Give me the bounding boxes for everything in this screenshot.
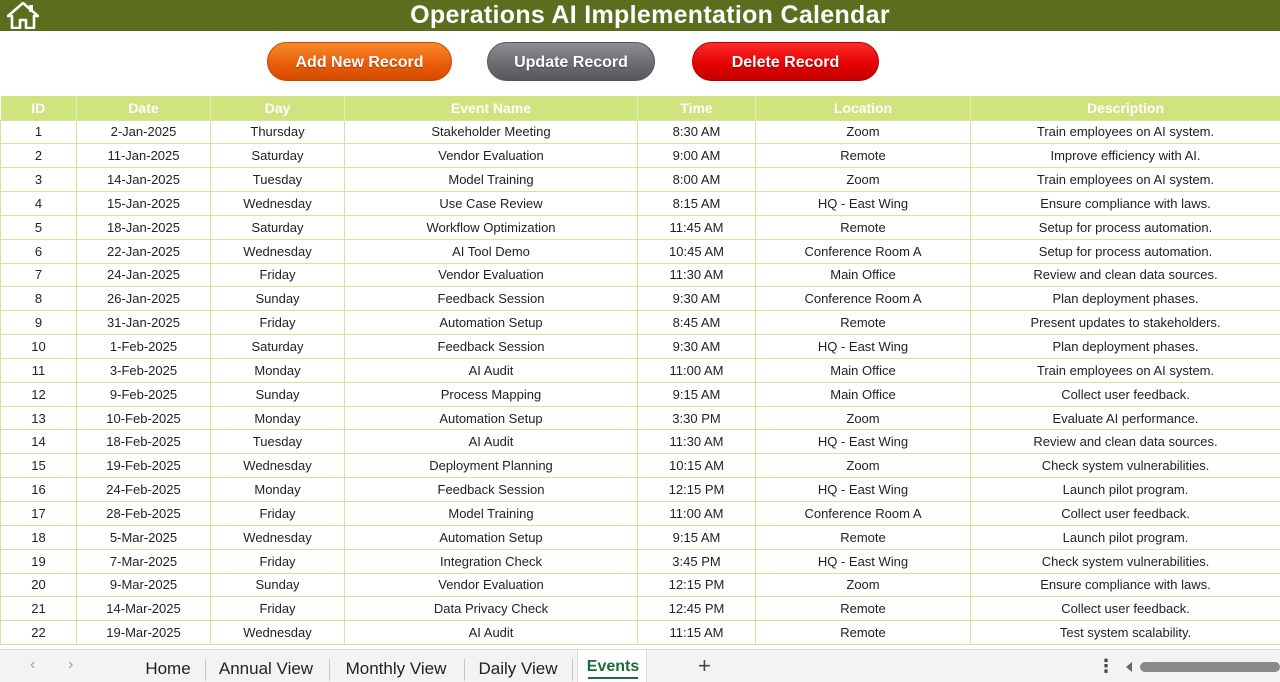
cell-description[interactable]: Collect user feedback. bbox=[971, 502, 1280, 526]
cell-day[interactable]: Monday bbox=[211, 358, 345, 382]
add-new-record-button[interactable]: Add New Record bbox=[267, 42, 452, 81]
cell-description[interactable]: Ensure compliance with laws. bbox=[971, 573, 1280, 597]
add-sheet-icon[interactable]: + bbox=[698, 653, 711, 678]
table-row[interactable] bbox=[1, 335, 1280, 359]
cell-time[interactable]: 11:15 AM bbox=[638, 621, 756, 645]
cell-event-name[interactable]: Automation Setup bbox=[345, 311, 638, 335]
column-header-description[interactable]: Description bbox=[971, 96, 1280, 120]
cell-event-name[interactable]: Integration Check bbox=[345, 549, 638, 573]
cell-id[interactable]: 12 bbox=[1, 382, 77, 406]
cell-date[interactable]: 2-Jan-2025 bbox=[77, 120, 211, 144]
cell-day[interactable]: Friday bbox=[211, 263, 345, 287]
events-table bbox=[0, 96, 1280, 645]
cell-location[interactable]: Main Office bbox=[756, 263, 971, 287]
cell-day[interactable]: Wednesday bbox=[211, 192, 345, 216]
cell-day[interactable]: Sunday bbox=[211, 382, 345, 406]
cell-description[interactable]: Improve efficiency with AI. bbox=[971, 144, 1280, 168]
cell-event-name[interactable]: Automation Setup bbox=[345, 406, 638, 430]
cell-description[interactable]: Ensure compliance with laws. bbox=[971, 192, 1280, 216]
cell-description[interactable]: Train employees on AI system. bbox=[971, 358, 1280, 382]
cell-id[interactable]: 6 bbox=[1, 239, 77, 263]
cell-date[interactable]: 9-Feb-2025 bbox=[77, 382, 211, 406]
cell-location[interactable]: HQ - East Wing bbox=[756, 192, 971, 216]
cell-event-name[interactable]: Vendor Evaluation bbox=[345, 573, 638, 597]
table-row[interactable] bbox=[1, 382, 1280, 406]
cell-location[interactable]: Remote bbox=[756, 144, 971, 168]
prev-sheet-icon[interactable]: ‹ bbox=[30, 656, 36, 673]
cell-time[interactable]: 11:45 AM bbox=[638, 215, 756, 239]
table-row[interactable] bbox=[1, 597, 1280, 621]
cell-location[interactable]: Remote bbox=[756, 311, 971, 335]
cell-location[interactable]: Remote bbox=[756, 215, 971, 239]
table-row[interactable] bbox=[1, 263, 1280, 287]
cell-time[interactable]: 10:15 AM bbox=[638, 454, 756, 478]
cell-description[interactable]: Evaluate AI performance. bbox=[971, 406, 1280, 430]
cell-time[interactable]: 8:45 AM bbox=[638, 311, 756, 335]
cell-event-name[interactable]: Feedback Session bbox=[345, 478, 638, 502]
table-row[interactable] bbox=[1, 502, 1280, 526]
cell-date[interactable]: 26-Jan-2025 bbox=[77, 287, 211, 311]
tab-monthly-view[interactable]: Monthly View bbox=[345, 659, 447, 678]
cell-description[interactable]: Launch pilot program. bbox=[971, 525, 1280, 549]
tab-divider bbox=[205, 659, 206, 681]
cell-day[interactable]: Tuesday bbox=[211, 430, 345, 454]
tab-events[interactable] bbox=[577, 650, 647, 682]
cell-date[interactable]: 11-Jan-2025 bbox=[77, 144, 211, 168]
cell-date[interactable]: 3-Feb-2025 bbox=[77, 358, 211, 382]
cell-id[interactable]: 4 bbox=[1, 192, 77, 216]
cell-time[interactable]: 11:00 AM bbox=[638, 358, 756, 382]
cell-time[interactable]: 9:30 AM bbox=[638, 287, 756, 311]
cell-location[interactable]: Zoom bbox=[756, 168, 971, 192]
cell-date[interactable]: 1-Feb-2025 bbox=[77, 335, 211, 359]
cell-day[interactable]: Tuesday bbox=[211, 168, 345, 192]
table-row[interactable] bbox=[1, 311, 1280, 335]
cell-time[interactable]: 9:15 AM bbox=[638, 382, 756, 406]
cell-event-name[interactable]: Use Case Review bbox=[345, 192, 638, 216]
cell-event-name[interactable]: Deployment Planning bbox=[345, 454, 638, 478]
horizontal-scrollbar[interactable] bbox=[1140, 662, 1280, 672]
table-row[interactable] bbox=[1, 478, 1280, 502]
tab-annual-view[interactable]: Annual View bbox=[218, 659, 314, 678]
column-header-time[interactable]: Time bbox=[638, 96, 756, 120]
cell-day[interactable]: Friday bbox=[211, 549, 345, 573]
cell-time[interactable]: 11:00 AM bbox=[638, 502, 756, 526]
cell-day[interactable]: Monday bbox=[211, 478, 345, 502]
cell-description[interactable]: Train employees on AI system. bbox=[971, 120, 1280, 144]
table-row[interactable] bbox=[1, 358, 1280, 382]
cell-event-name[interactable]: Model Training bbox=[345, 168, 638, 192]
cell-day[interactable]: Friday bbox=[211, 597, 345, 621]
cell-description[interactable]: Setup for process automation. bbox=[971, 239, 1280, 263]
column-header-event-name[interactable]: Event Name bbox=[345, 96, 638, 120]
tab-daily-view[interactable]: Daily View bbox=[478, 659, 558, 678]
cell-time[interactable]: 12:45 PM bbox=[638, 597, 756, 621]
cell-id[interactable]: 9 bbox=[1, 311, 77, 335]
cell-id[interactable]: 21 bbox=[1, 597, 77, 621]
tab-divider bbox=[464, 659, 465, 681]
cell-time[interactable]: 8:30 AM bbox=[638, 120, 756, 144]
cell-time[interactable]: 8:15 AM bbox=[638, 192, 756, 216]
cell-description[interactable]: Train employees on AI system. bbox=[971, 168, 1280, 192]
cell-location[interactable]: Conference Room A bbox=[756, 502, 971, 526]
cell-description[interactable]: Plan deployment phases. bbox=[971, 335, 1280, 359]
cell-day[interactable]: Friday bbox=[211, 311, 345, 335]
cell-description[interactable]: Launch pilot program. bbox=[971, 478, 1280, 502]
cell-date[interactable]: 15-Jan-2025 bbox=[77, 192, 211, 216]
table-row[interactable] bbox=[1, 192, 1280, 216]
cell-date[interactable]: 14-Mar-2025 bbox=[77, 597, 211, 621]
cell-event-name[interactable]: Stakeholder Meeting bbox=[345, 120, 638, 144]
cell-time[interactable]: 3:45 PM bbox=[638, 549, 756, 573]
table-row[interactable] bbox=[1, 454, 1280, 478]
more-options-icon[interactable]: ⋮ bbox=[1097, 656, 1115, 676]
cell-location[interactable]: Main Office bbox=[756, 382, 971, 406]
cell-id[interactable]: 8 bbox=[1, 287, 77, 311]
cell-date[interactable]: 14-Jan-2025 bbox=[77, 168, 211, 192]
cell-event-name[interactable]: Process Mapping bbox=[345, 382, 638, 406]
cell-time[interactable]: 8:00 AM bbox=[638, 168, 756, 192]
cell-id[interactable]: 7 bbox=[1, 263, 77, 287]
cell-id[interactable]: 3 bbox=[1, 168, 77, 192]
cell-day[interactable]: Saturday bbox=[211, 215, 345, 239]
cell-date[interactable]: 24-Jan-2025 bbox=[77, 263, 211, 287]
cell-id[interactable]: 20 bbox=[1, 573, 77, 597]
column-header-date[interactable]: Date bbox=[77, 96, 211, 120]
cell-day[interactable]: Wednesday bbox=[211, 454, 345, 478]
column-header-day[interactable]: Day bbox=[211, 96, 345, 120]
cell-location[interactable]: Zoom bbox=[756, 120, 971, 144]
cell-event-name[interactable]: Data Privacy Check bbox=[345, 597, 638, 621]
cell-description[interactable]: Collect user feedback. bbox=[971, 597, 1280, 621]
cell-id[interactable]: 19 bbox=[1, 549, 77, 573]
table-row[interactable] bbox=[1, 168, 1280, 192]
cell-date[interactable]: 18-Feb-2025 bbox=[77, 430, 211, 454]
cell-date[interactable]: 19-Mar-2025 bbox=[77, 621, 211, 645]
cell-description[interactable]: Plan deployment phases. bbox=[971, 287, 1280, 311]
cell-event-name[interactable]: Feedback Session bbox=[345, 335, 638, 359]
cell-time[interactable]: 3:30 PM bbox=[638, 406, 756, 430]
cell-location[interactable]: Conference Room A bbox=[756, 239, 971, 263]
cell-time[interactable]: 11:30 AM bbox=[638, 263, 756, 287]
cell-id[interactable]: 22 bbox=[1, 621, 77, 645]
cell-id[interactable]: 14 bbox=[1, 430, 77, 454]
cell-event-name[interactable]: AI Audit bbox=[345, 430, 638, 454]
cell-description[interactable]: Check system vulnerabilities. bbox=[971, 454, 1280, 478]
table-row[interactable] bbox=[1, 573, 1280, 597]
cell-time[interactable]: 11:30 AM bbox=[638, 430, 756, 454]
cell-id[interactable]: 10 bbox=[1, 335, 77, 359]
cell-day[interactable]: Sunday bbox=[211, 287, 345, 311]
tab-home[interactable]: Home bbox=[145, 659, 191, 678]
column-header-location[interactable]: Location bbox=[756, 96, 971, 120]
sheet-tab-bar bbox=[0, 649, 1280, 682]
column-header-id[interactable]: ID bbox=[1, 96, 77, 120]
active-tab-indicator bbox=[588, 677, 638, 679]
cell-date[interactable]: 5-Mar-2025 bbox=[77, 525, 211, 549]
cell-location[interactable]: HQ - East Wing bbox=[756, 549, 971, 573]
table-row[interactable] bbox=[1, 549, 1280, 573]
cell-date[interactable]: 9-Mar-2025 bbox=[77, 573, 211, 597]
cell-date[interactable]: 19-Feb-2025 bbox=[77, 454, 211, 478]
cell-location[interactable]: Main Office bbox=[756, 358, 971, 382]
cell-description[interactable]: Setup for process automation. bbox=[971, 215, 1280, 239]
cell-id[interactable]: 17 bbox=[1, 502, 77, 526]
cell-time[interactable]: 12:15 PM bbox=[638, 478, 756, 502]
tab-events-label: Events bbox=[586, 658, 640, 675]
table-row[interactable] bbox=[1, 120, 1280, 144]
cell-id[interactable]: 11 bbox=[1, 358, 77, 382]
cell-id[interactable]: 16 bbox=[1, 478, 77, 502]
cell-event-name[interactable]: Vendor Evaluation bbox=[345, 144, 638, 168]
cell-location[interactable]: HQ - East Wing bbox=[756, 430, 971, 454]
delete-record-button[interactable]: Delete Record bbox=[692, 42, 879, 81]
next-sheet-icon[interactable]: › bbox=[68, 656, 74, 673]
cell-date[interactable]: 24-Feb-2025 bbox=[77, 478, 211, 502]
cell-day[interactable]: Wednesday bbox=[211, 525, 345, 549]
table-row[interactable] bbox=[1, 430, 1280, 454]
cell-day[interactable]: Saturday bbox=[211, 335, 345, 359]
update-record-button[interactable]: Update Record bbox=[487, 42, 655, 81]
cell-day[interactable]: Saturday bbox=[211, 144, 345, 168]
events-table-container bbox=[0, 96, 1280, 649]
tab-divider bbox=[572, 659, 573, 681]
table-header-row bbox=[1, 96, 1280, 120]
cell-id[interactable]: 2 bbox=[1, 144, 77, 168]
table-row[interactable] bbox=[1, 621, 1280, 645]
cell-event-name[interactable]: AI Tool Demo bbox=[345, 239, 638, 263]
cell-event-name[interactable]: AI Audit bbox=[345, 358, 638, 382]
page-title: Operations AI Implementation Calendar bbox=[410, 1, 890, 29]
tab-divider bbox=[329, 659, 330, 681]
cell-event-name[interactable]: Feedback Session bbox=[345, 287, 638, 311]
cell-event-name[interactable]: Automation Setup bbox=[345, 525, 638, 549]
cell-event-name[interactable]: Workflow Optimization bbox=[345, 215, 638, 239]
cell-id[interactable]: 1 bbox=[1, 120, 77, 144]
cell-location[interactable]: Conference Room A bbox=[756, 287, 971, 311]
cell-day[interactable]: Thursday bbox=[211, 120, 345, 144]
cell-location[interactable]: HQ - East Wing bbox=[756, 335, 971, 359]
cell-time[interactable]: 9:15 AM bbox=[638, 525, 756, 549]
cell-time[interactable]: 9:00 AM bbox=[638, 144, 756, 168]
table-row[interactable] bbox=[1, 525, 1280, 549]
cell-id[interactable]: 15 bbox=[1, 454, 77, 478]
cell-description[interactable]: Review and clean data sources. bbox=[971, 430, 1280, 454]
cell-location[interactable]: Zoom bbox=[756, 573, 971, 597]
cell-time[interactable]: 10:45 AM bbox=[638, 239, 756, 263]
cell-description[interactable]: Check system vulnerabilities. bbox=[971, 549, 1280, 573]
table-row[interactable] bbox=[1, 239, 1280, 263]
cell-description[interactable]: Collect user feedback. bbox=[971, 382, 1280, 406]
table-row[interactable] bbox=[1, 287, 1280, 311]
cell-day[interactable]: Monday bbox=[211, 406, 345, 430]
cell-event-name[interactable]: AI Audit bbox=[345, 621, 638, 645]
cell-id[interactable]: 5 bbox=[1, 215, 77, 239]
cell-date[interactable]: 31-Jan-2025 bbox=[77, 311, 211, 335]
cell-time[interactable]: 12:15 PM bbox=[638, 573, 756, 597]
cell-event-name[interactable]: Model Training bbox=[345, 502, 638, 526]
cell-day[interactable]: Sunday bbox=[211, 573, 345, 597]
cell-location[interactable]: Zoom bbox=[756, 406, 971, 430]
cell-date[interactable]: 10-Feb-2025 bbox=[77, 406, 211, 430]
cell-description[interactable]: Review and clean data sources. bbox=[971, 263, 1280, 287]
cell-day[interactable]: Wednesday bbox=[211, 621, 345, 645]
cell-location[interactable]: Remote bbox=[756, 597, 971, 621]
scroll-left-icon[interactable] bbox=[1126, 662, 1132, 672]
table-row[interactable] bbox=[1, 144, 1280, 168]
table-body bbox=[1, 120, 1280, 645]
cell-date[interactable]: 22-Jan-2025 bbox=[77, 239, 211, 263]
cell-day[interactable]: Friday bbox=[211, 502, 345, 526]
cell-date[interactable]: 28-Feb-2025 bbox=[77, 502, 211, 526]
table-row[interactable] bbox=[1, 215, 1280, 239]
cell-location[interactable]: HQ - East Wing bbox=[756, 478, 971, 502]
cell-id[interactable]: 18 bbox=[1, 525, 77, 549]
cell-time[interactable]: 9:30 AM bbox=[638, 335, 756, 359]
cell-day[interactable]: Wednesday bbox=[211, 239, 345, 263]
cell-location[interactable]: Zoom bbox=[756, 454, 971, 478]
title-bar bbox=[0, 0, 1280, 31]
cell-description[interactable]: Test system scalability. bbox=[971, 621, 1280, 645]
cell-description[interactable]: Present updates to stakeholders. bbox=[971, 311, 1280, 335]
cell-location[interactable]: Remote bbox=[756, 621, 971, 645]
cell-event-name[interactable]: Vendor Evaluation bbox=[345, 263, 638, 287]
cell-date[interactable]: 18-Jan-2025 bbox=[77, 215, 211, 239]
cell-id[interactable]: 13 bbox=[1, 406, 77, 430]
table-row[interactable] bbox=[1, 406, 1280, 430]
cell-location[interactable]: Remote bbox=[756, 525, 971, 549]
cell-date[interactable]: 7-Mar-2025 bbox=[77, 549, 211, 573]
